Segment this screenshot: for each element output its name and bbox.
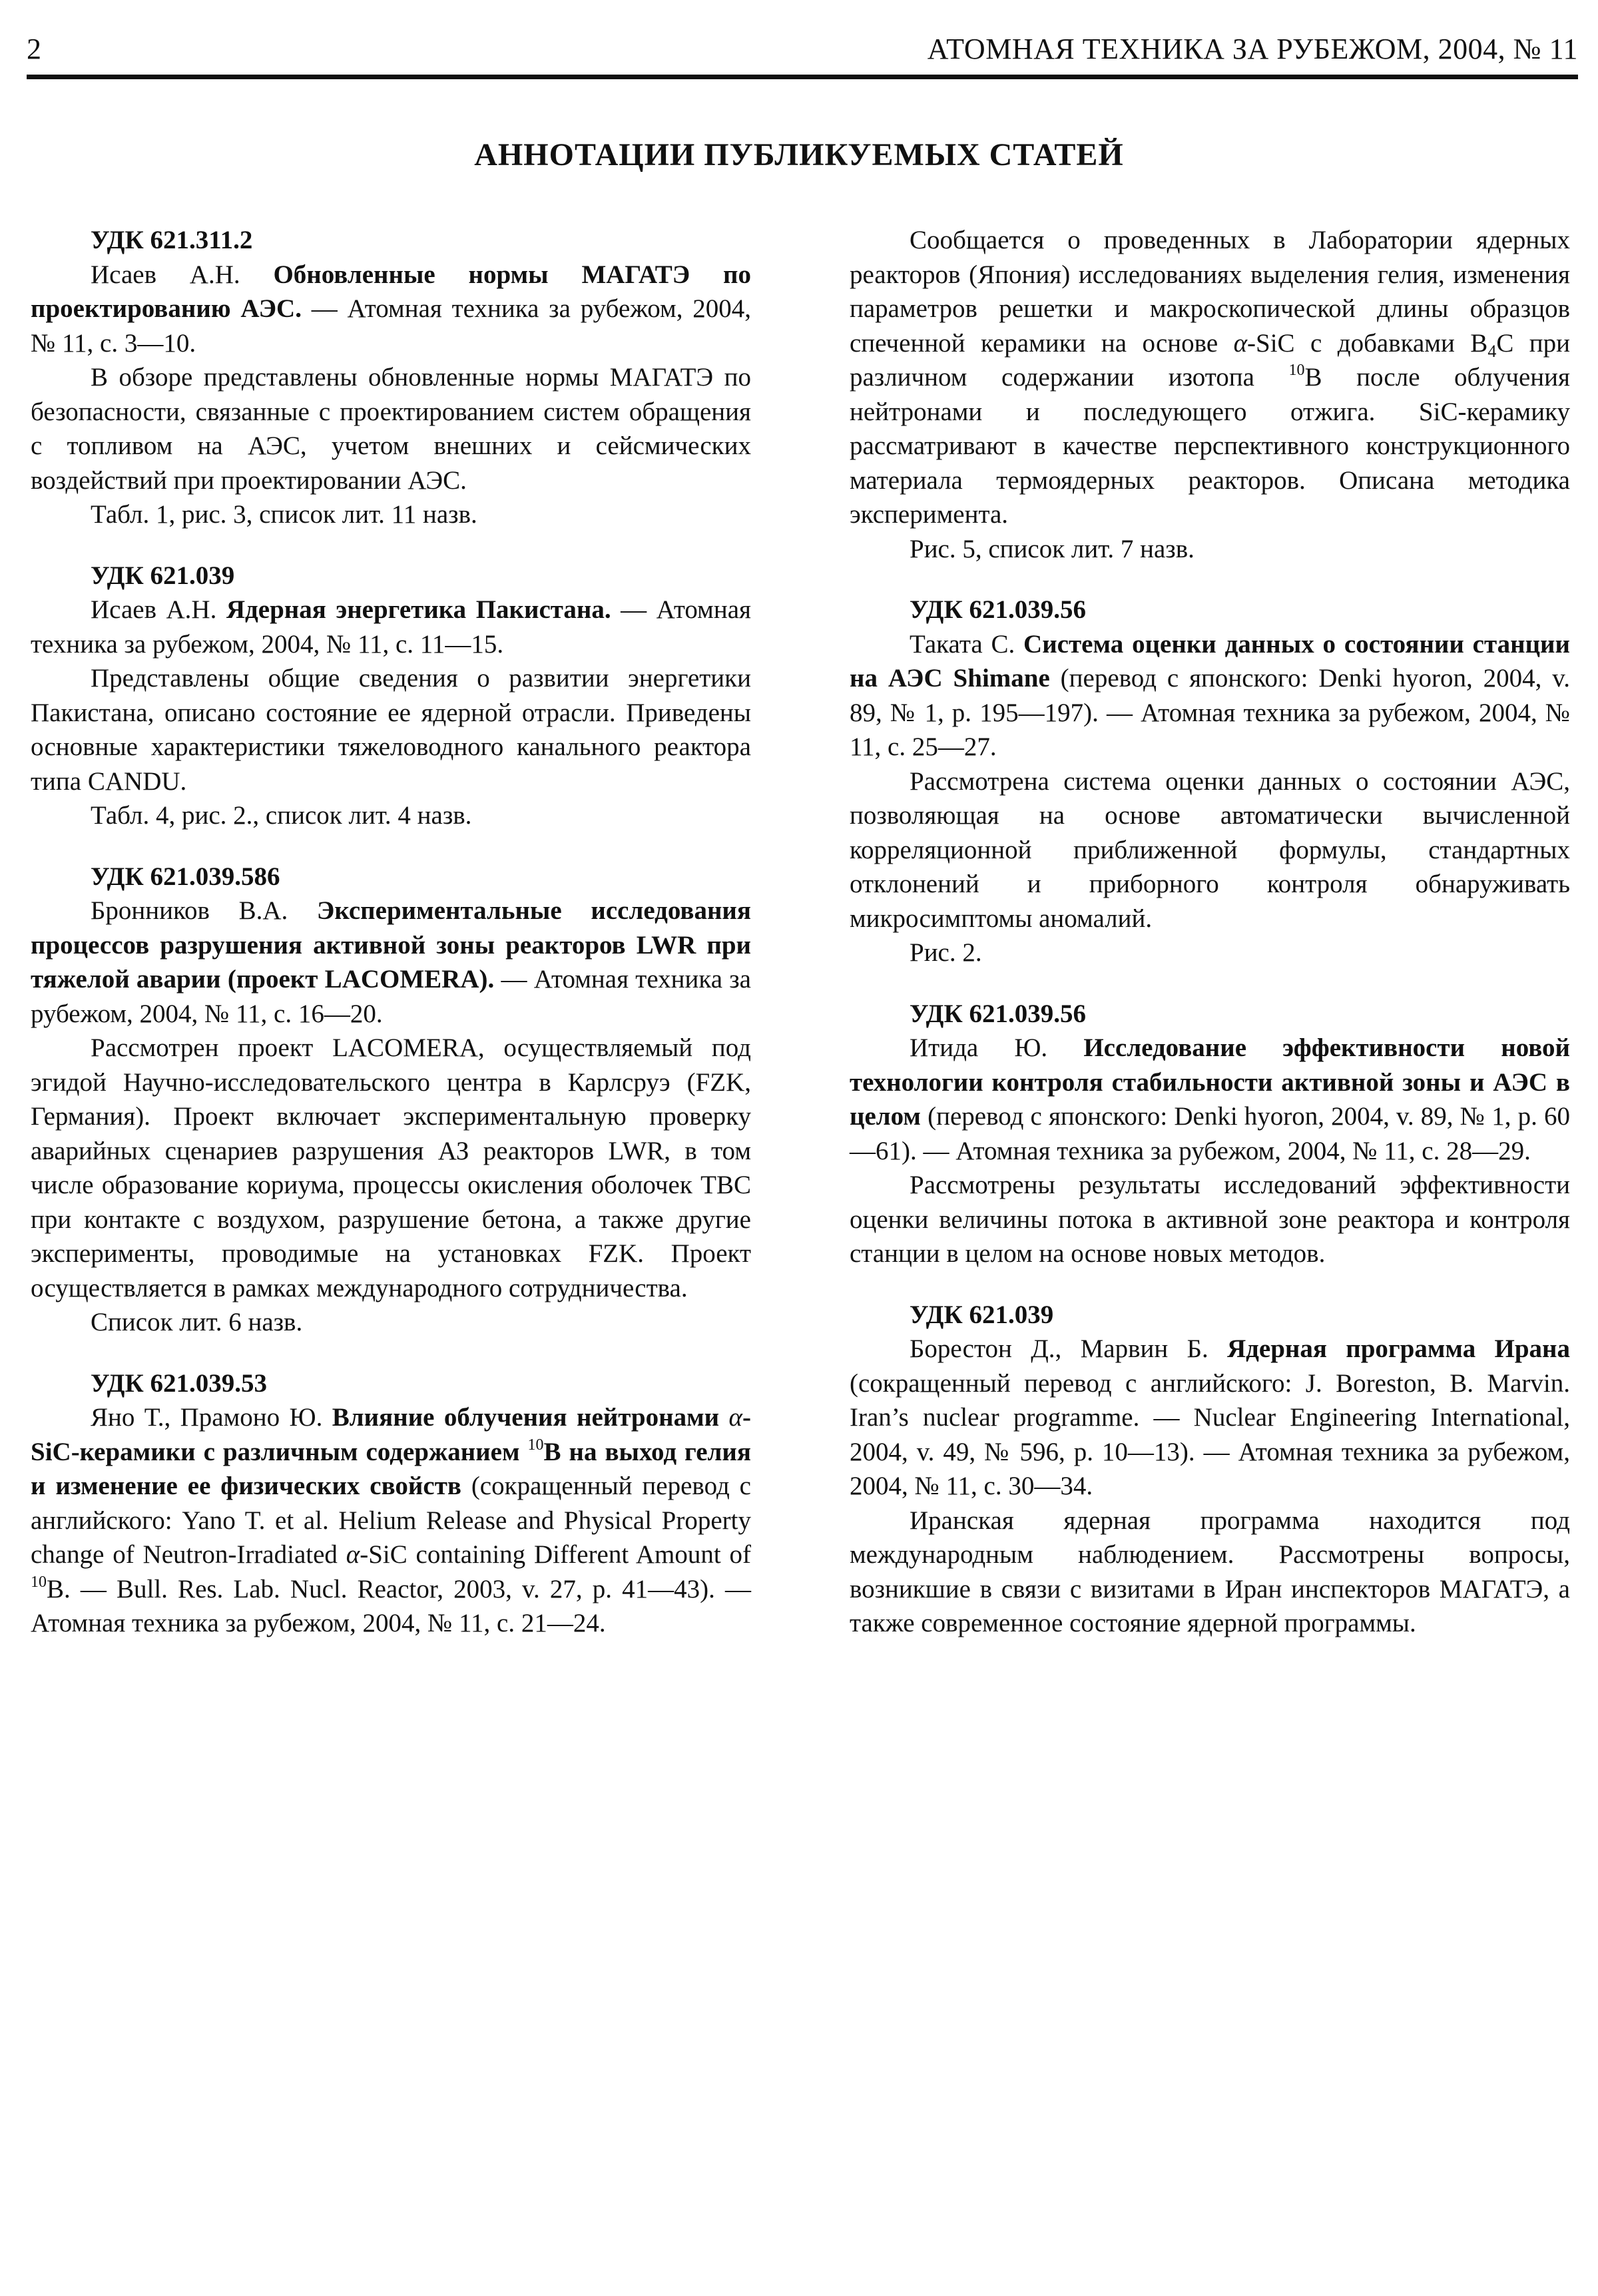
article-title: Экспериментальные исследования процессов разрушения активной зоны реакторов LWR при тяжелой аварии (проект LACOMERA).	[31, 896, 751, 994]
citation	[850, 1332, 1570, 1504]
text-segment: Представлены общие сведения о развитии энергетики Пакистана, описано состояние ее ядерной отрасли. Приведены основные характеристики тяжеловодного канального реактора типа CANDU.	[31, 664, 751, 796]
udk-code: УДК 621.039.53	[91, 1368, 268, 1398]
citation	[31, 258, 751, 361]
abstract-paragraph	[850, 936, 1570, 970]
text-segment: 10	[31, 1573, 47, 1591]
abstract-entry	[31, 1366, 751, 1641]
text-segment: B. — Bull. Res. Lab. Nucl. Reactor, 2003, v. 27, p. 41—43). — Атомная техника за рубежом, 2004, № 11, с. 21—24.	[31, 1574, 751, 1637]
text-segment: — Атомная техника за рубежом, 2004, № 11, с. 11—15.	[31, 595, 751, 659]
article-title: Ядерная энергетика Пакистана.	[226, 595, 611, 624]
abstract-entry	[31, 223, 751, 532]
udk-code: УДК 621.311.2	[91, 226, 253, 254]
text-segment: Рассмотрен проект LACOMERA, осуществляемый под эгидой Научно-исследовательского центра в Карлсруэ (FZK, Германия). Проект включает экспериментальную проверку аварийных сценариев разрушения АЗ реакторов LWR, в том числе образование кориума, процессы окисления оболочек ТВС при контакте с воздухом, разрушение бетона, а также другие эксперименты, проводимые на установках FZK. Проект осуществляется в рамках международного сотрудничества.	[31, 1033, 751, 1302]
text-segment: Иранская ядерная программа находится под международным наблюдением. Рассмотрены вопросы, возникшие в связи с визитами в Иран инспекторов МАГАТЭ, а также современное состояние ядерной программы.	[850, 1506, 1570, 1637]
text-segment: Табл. 1, рис. 3, список лит. 11 назв.	[91, 500, 477, 529]
text-segment: α	[1233, 328, 1248, 358]
article-title: Ядерная программа Ирана	[1227, 1334, 1570, 1363]
text-segment: B после облучения нейтронами и последующего отжига. SiC-керамику рассматривают в качестве перспективного конструкционного материала термоядерных реакторов. Описана методика эксперимента.	[850, 363, 1570, 529]
text-segment: C при различном содержании изотопа	[850, 328, 1570, 392]
text-segment: Рассмотрена система оценки данных о состоянии АЭС, позволяющая на основе автоматически вычисленной корреляционной приближенной формулы, стандартных отклонений и приборного контроля обнаруживать микросимптомы аномалий.	[850, 766, 1570, 933]
article-title: Система оценки данных о состоянии станции на АЭС Shimane	[850, 629, 1570, 693]
article-title: Обновленные нормы МАГАТЭ по проектированию АЭС.	[31, 260, 751, 323]
abstract-paragraph	[850, 532, 1570, 567]
right-column	[850, 223, 1570, 1667]
udk-code: УДК 621.039.56	[910, 595, 1087, 624]
page-number: 2	[27, 33, 41, 65]
abstract-entry	[31, 860, 751, 1340]
abstract-paragraph	[31, 1305, 751, 1340]
abstract-paragraph	[850, 1504, 1570, 1641]
running-header	[27, 27, 1578, 79]
text-segment: 10	[1288, 362, 1305, 379]
text-segment: (сокращенный перевод с английского: J. Boreston, B. Marvin. Iran’s nuclear programme. — Nuclear Engineering International, 2004, v. 49, № 596, p. 10—13). — Атомная техника за рубежом, 2004, № 11, с. 30—34.	[850, 1368, 1570, 1500]
udk-code: УДК 621.039	[910, 1300, 1054, 1329]
article-title: -SiC-керамики с различным содержанием	[31, 1403, 751, 1466]
text-segment: (перевод с японского: Denki hyoron, 2004, v. 89, № 1, p. 60—61). — Атомная техника за рубежом, 2004, № 11, с. 28—29.	[850, 1102, 1570, 1165]
text-segment: Список лит. 6 назв.	[91, 1308, 303, 1336]
abstract-paragraph	[31, 661, 751, 798]
abstract-entry	[850, 593, 1570, 970]
abstract-paragraph	[850, 223, 1570, 532]
abstract-entry	[850, 1298, 1570, 1641]
text-segment: Рис. 5, список лит. 7 назв.	[910, 534, 1195, 563]
text-segment: Таката С.	[910, 629, 1024, 659]
article-title: Влияние облучения нейтронами	[332, 1403, 729, 1432]
article-title: Исследование эффективности новой технологии контроля стабильности активной зоны и АЭС в целом	[850, 1033, 1570, 1131]
udk-code: УДК 621.039.56	[910, 999, 1087, 1028]
text-segment: Бронников В.А.	[91, 896, 317, 925]
citation	[850, 627, 1570, 764]
text-segment: -SiC containing Different Amount of	[360, 1540, 751, 1569]
journal-title: АТОМНАЯ ТЕХНИКА ЗА РУБЕЖОМ, 2004, № 11	[927, 33, 1578, 65]
udk-code: УДК 621.039.586	[91, 862, 280, 891]
text-segment: Яно Т., Прамоно Ю.	[91, 1403, 332, 1432]
abstract-entry	[31, 559, 751, 833]
citation	[31, 894, 751, 1031]
text-segment: Рис. 2.	[910, 938, 982, 967]
citation	[850, 1031, 1570, 1168]
abstract-entry	[850, 997, 1570, 1271]
citation	[31, 593, 751, 661]
text-segment: -SiC с добавками B	[1247, 328, 1488, 358]
section-title: АННОТАЦИИ ПУБЛИКУЕМЫХ СТАТЕЙ	[474, 137, 1124, 172]
text-segment: Сообщается о проведенных в Лаборатории ядерных реакторов (Япония) исследованиях выделения гелия, изменения параметров решетки и макроскопической длины образцов спеченной керамики на основе	[850, 226, 1570, 358]
abstract-paragraph	[31, 798, 751, 833]
text-segment: 4	[1487, 341, 1497, 361]
text-segment: (сокращенный перевод с английского: Yano T. et al. Helium Release and Physical Property change of Neutron-Irradiated	[31, 1472, 751, 1569]
text-segment: α	[346, 1540, 360, 1569]
text-segment: Табл. 4, рис. 2., список лит. 4 назв.	[91, 801, 472, 830]
text-segment: — Атомная техника за рубежом, 2004, № 11, с. 16—20.	[31, 965, 751, 1028]
text-segment: 10	[527, 1436, 544, 1454]
article-title: B на выход гелия и изменение ее физических свойств	[31, 1437, 751, 1500]
abstract-paragraph	[850, 1168, 1570, 1271]
citation	[31, 1400, 751, 1641]
text-segment: Рассмотрены результаты исследований эффективности оценки величины потока в активной зоне реактора и контроля станции в целом на основе новых методов.	[850, 1171, 1570, 1268]
text-segment: — Атомная техника за рубежом, 2004, № 11, с. 3—10.	[31, 294, 752, 358]
abstract-paragraph	[31, 1031, 751, 1305]
text-segment: Борестон Д., Марвин Б.	[910, 1334, 1227, 1363]
text-segment: Исаев А.Н.	[91, 260, 274, 289]
text-segment: (перевод с японского: Denki hyoron, 2004, v. 89, № 1, p. 195—197). — Атомная техника за рубежом, 2004, № 11, с. 25—27.	[850, 664, 1570, 761]
abstract-entry	[850, 223, 1570, 566]
abstract-paragraph	[850, 764, 1570, 936]
udk-code: УДК 621.039	[91, 561, 235, 590]
abstract-paragraph	[31, 497, 751, 532]
text-segment: α	[728, 1403, 742, 1432]
left-column	[31, 223, 751, 1667]
text-segment: В обзоре представлены обновленные нормы МАГАТЭ по безопасности, связанные с проектированием систем обращения с топливом на АЭС, учетом внешних и сейсмических воздействий при проектировании АЭС.	[31, 363, 751, 495]
text-segment: Исаев А.Н.	[91, 595, 226, 624]
text-segment: Итида Ю.	[910, 1033, 1084, 1062]
abstract-paragraph	[31, 360, 751, 497]
